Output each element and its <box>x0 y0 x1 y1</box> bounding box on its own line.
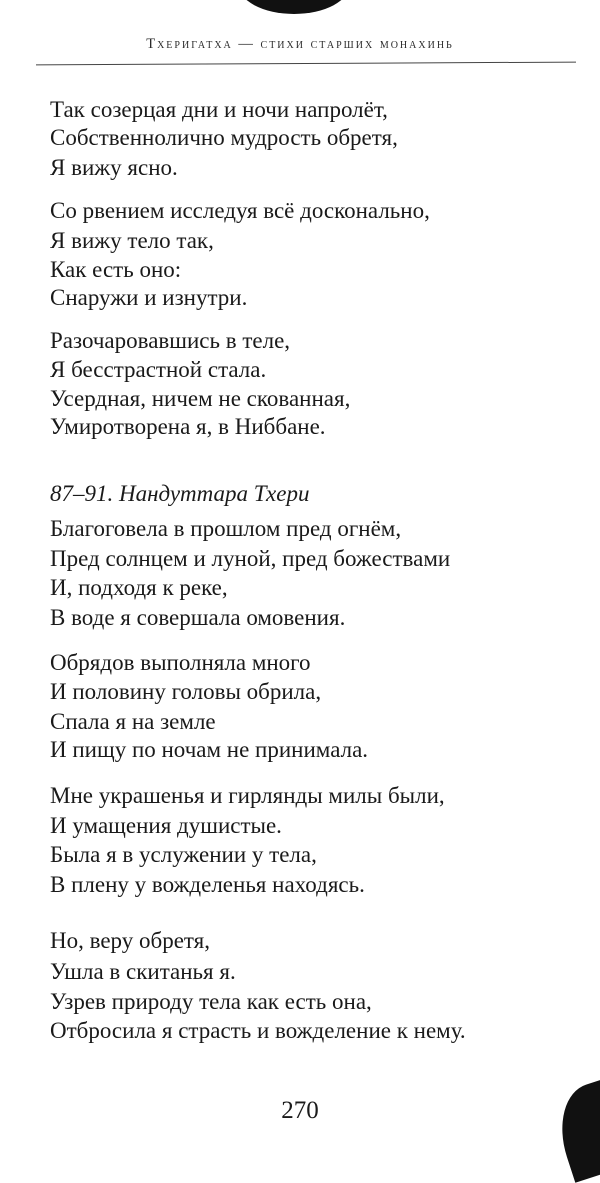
verse-line: Разочаровавшись в теле, <box>50 328 291 353</box>
verse-line: Спала я на земле <box>50 709 216 734</box>
verse-line: Собственнолично мудрость обретя, <box>50 125 398 150</box>
verse-line: Пред солнцем и луной, пред божествами <box>50 546 451 571</box>
ink-blot-top <box>238 0 350 14</box>
verse-line: И пищу по ночам не принимала. <box>50 737 369 762</box>
verse-line: Я вижу ясно. <box>50 155 178 180</box>
verse-line: Узрев природу тела как есть она, <box>50 989 372 1014</box>
section-heading: 87–91. Нандуттара Тхери <box>50 481 310 506</box>
verse-line: Со рвением исследуя всё досконально, <box>50 198 430 223</box>
verse-line: Так созерцая дни и ночи напролёт, <box>50 97 388 122</box>
verse-line: В воде я совершала омовения. <box>50 605 346 630</box>
verse-line: Снаружи и изнутри. <box>50 285 248 310</box>
verse-line: Умиротворена я, в Ниббане. <box>50 414 326 439</box>
verse-line: Была я в услужении у тела, <box>50 842 317 867</box>
verse-line: Но, веру обретя, <box>50 928 210 953</box>
verse-line: Благоговела в прошлом пред огнём, <box>50 516 402 541</box>
verse-line: Я бесстрастной стала. <box>50 357 267 382</box>
verse-line: Отбросила я страсть и вожделение к нему. <box>50 1018 466 1043</box>
verse-line: Как есть оно: <box>50 257 182 282</box>
page-corner-shadow <box>548 1079 600 1183</box>
verse-line: И умащения душистые. <box>50 813 282 838</box>
running-head: Тхеригатха — стихи старших монахинь <box>146 36 454 52</box>
verse-line: Ушла в скитанья я. <box>50 959 236 984</box>
verse-line: И половину головы обрила, <box>50 679 322 704</box>
verse-line: В плену у вожделенья находясь. <box>50 872 365 897</box>
verse-line: Мне украшенья и гирлянды милы были, <box>50 783 445 808</box>
verse-line: Усердная, ничем не скованная, <box>50 386 351 411</box>
verse-line: Я вижу тело так, <box>50 228 214 253</box>
verse-line: И, подходя к реке, <box>50 575 228 600</box>
verse-line: Обрядов выполняла много <box>50 650 311 675</box>
page-number: 270 <box>281 1097 319 1124</box>
header-rule <box>36 62 576 66</box>
